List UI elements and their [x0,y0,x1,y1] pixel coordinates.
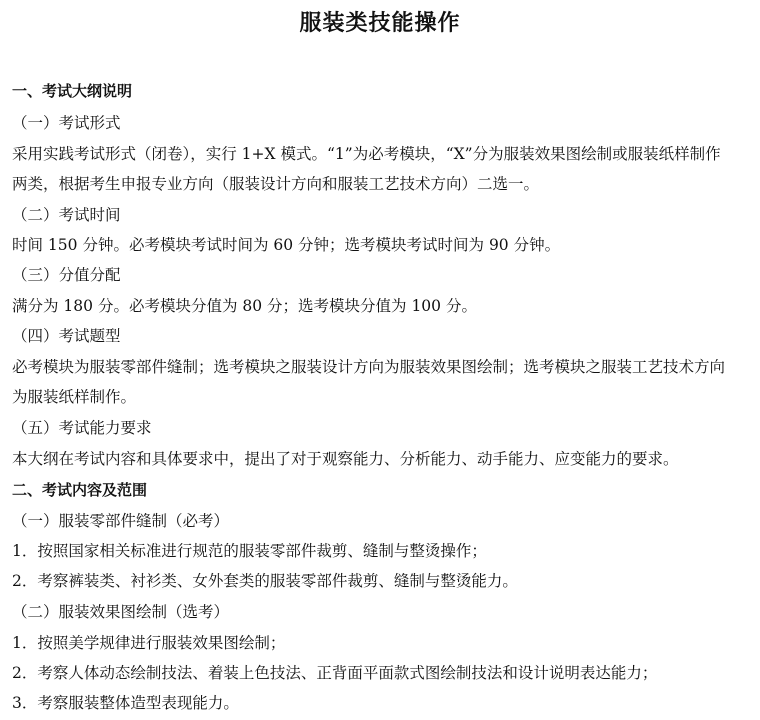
paragraph-exam-format-line-2: 两类，根据考生申报专业方向（服装设计方向和服装工艺技术方向）二选一。 [12,175,540,193]
subheading-rendering-drawing: （二）服装效果图绘制（选考） [12,603,230,621]
subheading-question-types: （四）考试题型 [12,327,121,345]
paragraph-score-allocation: 满分为 180 分。必考模块分值为 80 分；选考模块分值为 100 分。 [12,297,477,315]
paragraph-ability-requirements: 本大纲在考试内容和具体要求中，提出了对于观察能力、分析能力、动手能力、应变能力的要求。 [12,450,679,468]
paragraph-question-types-line-1: 必考模块为服装零部件缝制；选考模块之服装设计方向为服装效果图绘制；选考模块之服装工艺技术方向 [12,358,726,376]
subheading-exam-time: （二）考试时间 [12,206,121,224]
subheading-component-sewing: （一）服装零部件缝制（必考） [12,512,230,530]
list-item-rendering-drawing-1: 1．按照美学规律进行服装效果图绘制； [12,634,286,652]
subheading-score-allocation: （三）分值分配 [12,266,121,284]
subheading-ability-requirements: （五）考试能力要求 [12,419,152,437]
section-heading-exam-outline: 一、考试大纲说明 [12,82,133,100]
list-item-rendering-drawing-2: 2．考察人体动态绘制技法、着装上色技法、正背面平面款式图绘制技法和设计说明表达能力； [12,664,658,682]
list-item-component-sewing-1: 1．按照国家相关标准进行规范的服装零部件裁剪、缝制与整烫操作； [12,542,487,560]
paragraph-question-types-line-2: 为服装纸样制作。 [12,388,137,406]
section-heading-exam-content: 二、考试内容及范围 [12,481,148,499]
subheading-exam-format: （一）考试形式 [12,114,121,132]
document-title: 服装类技能操作 [299,11,461,36]
paragraph-exam-time: 时间 150 分钟。必考模块考试时间为 60 分钟；选考模块考试时间为 90 分钟。 [12,236,561,254]
paragraph-exam-format-line-1: 采用实践考试形式（闭卷），实行 1+X 模式。“1”为必考模块，“X”分为服装效果图绘制或服装纸样制作 [12,145,721,163]
list-item-rendering-drawing-3: 3．考察服装整体造型表现能力。 [12,694,239,712]
list-item-component-sewing-2: 2．考察裤装类、衬衫类、女外套类的服装零部件裁剪、缝制与整烫能力。 [12,572,518,590]
